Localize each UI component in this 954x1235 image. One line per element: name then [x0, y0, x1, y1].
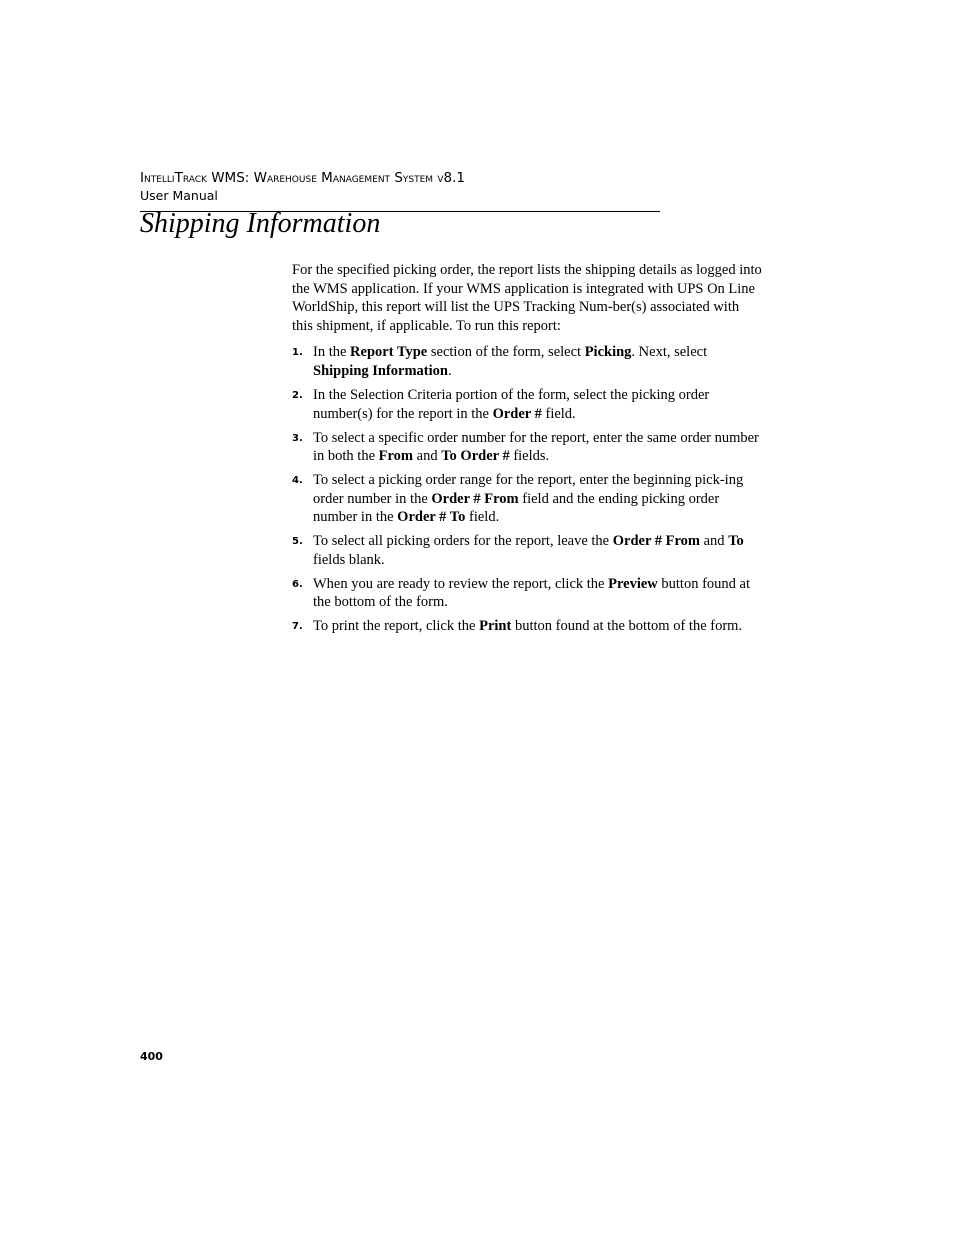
step-text: . Next, select	[631, 344, 708, 361]
step-number: 5.	[292, 536, 303, 548]
step-text: field.	[541, 405, 576, 422]
step-emphasis: To Order #	[441, 448, 510, 465]
step-text: field and the ending picking order number in the	[313, 490, 720, 526]
step-text: To select a specific order number for the report, enter the same order number in both the	[313, 429, 759, 465]
document-subtitle: User Manual	[140, 188, 218, 203]
step-emphasis: Order # From	[612, 533, 700, 550]
step-number: 3.	[292, 432, 303, 444]
step-emphasis: Print	[479, 618, 512, 635]
step-text: When you are ready to review the report, click the	[313, 575, 609, 592]
step-text: In the	[313, 344, 351, 361]
step-emphasis: From	[378, 448, 414, 465]
step-number: 2.	[292, 389, 303, 401]
step-text: To select all picking orders for the report, leave the	[313, 533, 613, 550]
list-item	[292, 343, 762, 380]
step-emphasis: Picking	[584, 344, 632, 361]
step-text: In the Selection Criteria portion of the form, select the picking order number(s) for the report in the	[313, 386, 710, 422]
step-emphasis: Report Type	[350, 344, 428, 361]
steps-list	[292, 343, 762, 636]
step-emphasis: To	[728, 533, 744, 550]
step-emphasis: Order # From	[431, 490, 519, 507]
step-text: To select a picking order range for the report, enter the beginning pick-ing order number in the	[313, 472, 744, 507]
step-text: field.	[465, 509, 500, 526]
step-text: fields.	[509, 448, 550, 465]
list-item	[292, 532, 762, 569]
step-text: fields blank.	[313, 551, 385, 568]
intro-paragraph: For the specified picking order, the report lists the shipping details as logged into the WMS application. If your WMS application is integrated with UPS On Line WorldShip, this report will list the UPS Tracking Num-ber(s) associated with this shipment, if applicable. To run this report:	[292, 262, 762, 334]
list-item	[292, 617, 762, 636]
list-item	[292, 386, 762, 423]
step-number: 6.	[292, 578, 303, 590]
step-number: 4.	[292, 475, 303, 487]
step-emphasis: Order #	[492, 405, 542, 422]
product-title: IntelliTrack WMS: Warehouse Management System v8.1	[140, 170, 465, 186]
step-text: To print the report, click the	[313, 618, 480, 635]
page-number: 400	[140, 1050, 163, 1063]
step-text: section of the form, select	[427, 344, 585, 361]
step-text: and	[700, 533, 729, 550]
list-item	[292, 429, 762, 466]
list-item	[292, 471, 762, 527]
step-number: 1.	[292, 347, 303, 359]
step-emphasis: Preview	[608, 575, 658, 592]
step-emphasis: Shipping Information	[313, 362, 448, 379]
step-text: and	[413, 448, 442, 465]
list-item	[292, 575, 762, 612]
step-text: button found at the bottom of the form.	[511, 618, 743, 635]
step-text: .	[447, 362, 452, 379]
step-text: button found at the bottom of the form.	[313, 575, 750, 611]
step-number: 7.	[292, 621, 303, 633]
running-header	[140, 170, 465, 204]
section-body	[292, 261, 762, 641]
step-emphasis: Order # To	[397, 509, 466, 526]
section-title: Shipping Information	[140, 208, 381, 239]
